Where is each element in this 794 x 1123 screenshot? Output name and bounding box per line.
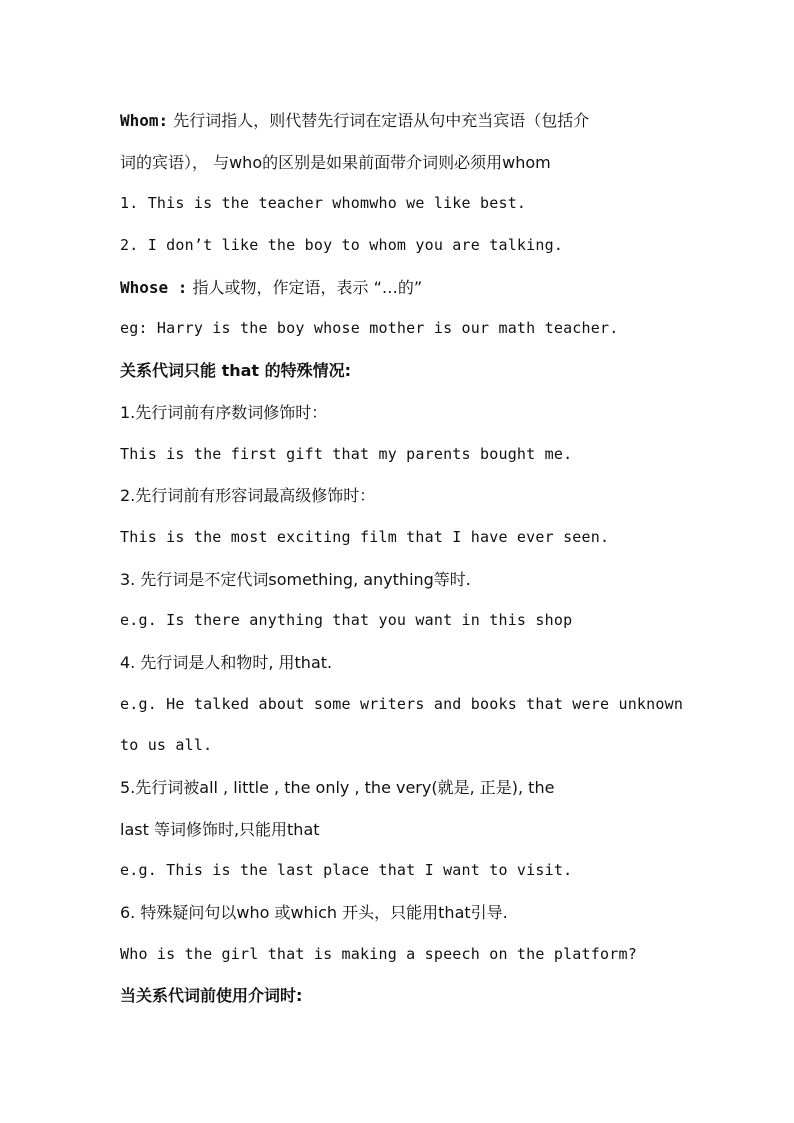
whose-definition-line [120, 267, 680, 309]
rule-4-example-1: e.g. He talked about some writers and books that were unknown [120, 694, 684, 713]
whom-text-1: 先行词指人，则代替先行词在定语从句中充当宾语（包括介 [168, 111, 590, 130]
rule-6-example: Who is the girl that is making a speech on the platform? [120, 944, 637, 963]
rule-3-example: e.g. Is there anything that you want in this shop [120, 611, 573, 630]
document-page [120, 100, 684, 1017]
preposition-heading: 当关系代词前使用介词时: [120, 986, 303, 1006]
whose-example: eg: Harry is the boy whose mother is our math teacher. [120, 319, 619, 338]
rule-6: 6. 特殊疑问句以who 或which 开头，只能用that引导. [120, 903, 508, 923]
whose-text: 指人或物，作定语，表示 “…的” [187, 277, 423, 297]
rule-5-example: e.g. This is the last place that I want to visit. [120, 861, 573, 880]
rule-2: 2.先行词前有形容词最高级修饰时： [120, 486, 376, 506]
rule-5-line-1: 5.先行词被all , little , the only , the very(就是, 正是), the [120, 778, 555, 797]
whom-example-1: 1. This is the teacher whomwho we like best. [120, 194, 527, 213]
rule-1: 1.先行词前有序数词修饰时： [120, 402, 328, 422]
whom-example-2: 2. I don’t like the boy to whom you are talking. [120, 236, 564, 255]
rule-2-example: This is the most exciting film that I have ever seen. [120, 527, 610, 546]
rule-5-line-2: last 等词修饰时,只能用that [120, 819, 320, 839]
rule-1-example: This is the first gift that my parents bought me. [120, 444, 573, 463]
rule-3: 3. 先行词是不定代词something, anything等时. [120, 569, 471, 589]
that-only-heading: 关系代词只能 that 的特殊情况: [120, 361, 352, 381]
whom-label: Whom: [120, 111, 169, 130]
whose-label: Whose : [120, 277, 188, 297]
whom-definition-line-2: 词的宾语）， 与who的区别是如果前面带介词则必须用whom [120, 152, 551, 172]
rule-4: 4. 先行词是人和物时, 用that. [120, 652, 333, 672]
rule-4-example-2: to us all. [120, 736, 213, 755]
whom-definition-line-1 [120, 100, 680, 142]
